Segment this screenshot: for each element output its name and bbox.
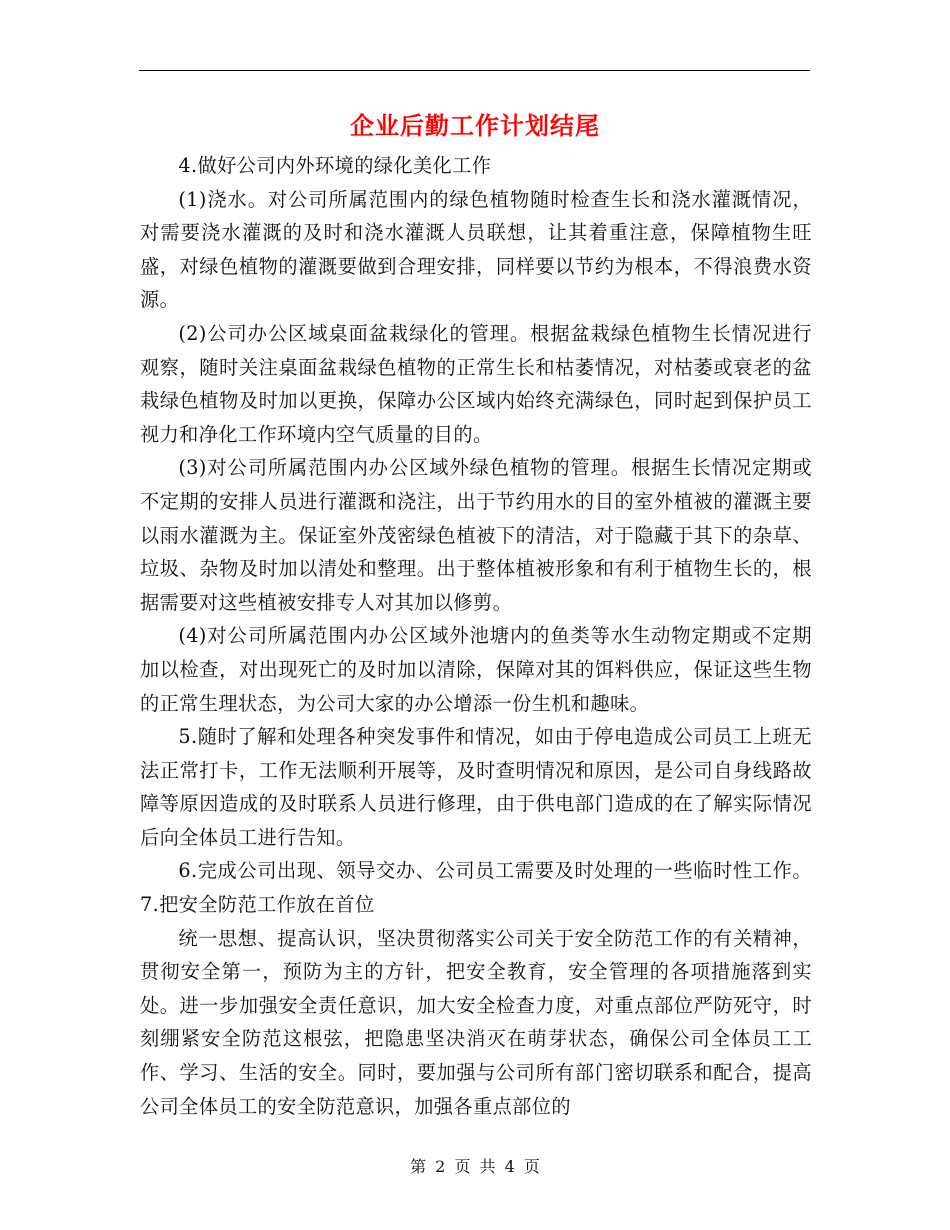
document-title: 企业后勤工作计划结尾 [350, 111, 600, 140]
paragraph-section-5: 5.随时了解和处理各种突发事件和情况，如由于停电造成公司员工上班无法正常打卡，工作无法顺利开展等，及时查明情况和原因，是公司自身线路故障等原因造成的及时联系人员进行修理，由于供电部门造成的在了解实际情况后向全体员工进行告知。 [140, 725, 812, 849]
paragraph-item-2: (2)公司办公区域桌面盆栽绿化的管理。根据盆栽绿色植物生长情况进行观察，随时关注桌面盆栽绿色植物的正常生长和枯萎情况，对枯萎或衰老的盆栽绿色植物及时加以更换，保障办公区域内始终充满绿色，同时起到保护员工视力和净化工作环境内空气质量的目的。 [140, 321, 812, 446]
paragraph-item-4: (4)对公司所属范围内办公区域外池塘内的鱼类等水生动物定期或不定期加以检查，对出现死亡的及时加以清除，保障对其的饵料供应，保证这些生物的正常生理状态，为公司大家的办公增添一份生机和趣味。 [140, 624, 812, 715]
paragraph-section-4-heading: 4.做好公司内外环境的绿化美化工作 [178, 154, 492, 177]
header-rule [139, 70, 810, 71]
document-body [140, 149, 812, 1123]
page-number-footer: 第 2 页 共 4 页 [410, 1157, 540, 1176]
paragraph-section-6-7: 6.完成公司出现、领导交办、公司员工需要及时处理的一些临时性工作。7.把安全防范工作放在首位 [140, 859, 812, 917]
paragraph-item-1: (1)浇水。对公司所属范围内的绿色植物随时检查生长和浇水灌溉情况，对需要浇水灌溉的及时和浇水灌溉人员联想，让其着重注意，保障植物生旺盛，对绿色植物的灌溉要做到合理安排，同样要以节约为根本，不得浪费水资源。 [140, 187, 812, 312]
paragraph-item-3: (3)对公司所属范围内办公区域外绿色植物的管理。根据生长情况定期或不定期的安排人员进行灌溉和浇注，出于节约用水的目的室外植被的灌溉主要以雨水灌溉为主。保证室外茂密绿色植被下的清洁，对于隐藏于其下的杂草、垃圾、杂物及时加以清处和整理。出于整体植被形象和有利于植物生长的，根据需要对这些植被安排专人对其加以修剪。 [140, 456, 812, 614]
paragraph-safety: 统一思想、提高认识，坚决贯彻落实公司关于安全防范工作的有关精神，贯彻安全第一，预防为主的方针，把安全教育，安全管理的各项措施落到实处。进一步加强安全责任意识，加大安全检查力度，对重点部位严防死守，时刻绷紧安全防范这根弦，把隐患坚决消灭在萌芽状态，确保公司全体员工工作、学习、生活的安全。同时，要加强与公司所有部门密切联系和配合，提高公司全体员工的安全防范意识，加强各重点部位的 [140, 926, 812, 1118]
